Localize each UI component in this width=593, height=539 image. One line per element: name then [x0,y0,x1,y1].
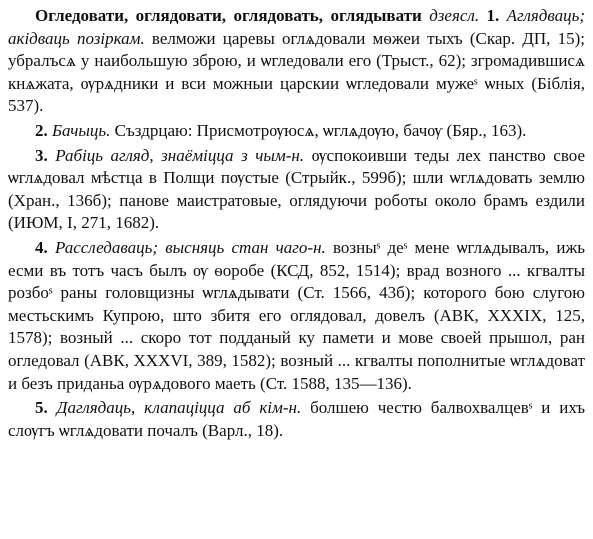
sense-examples: возныˢ деˢ мене ѡглѧдывалъ, ижь есми въ тотъ часъ былъ ѹ ѳоробе (КСД, 852, 1514); врад возного ... кгвалты розбоˢ раны головщизны ѡглѧдывати (Ст. 1566, 43б); которого бою слугою местьскимъ Купрою, што збитя его оглядовал, довелъ (АВК, XXXIX, 125, 1578); возный ... скоро тот подданый ку памети и мове своей прышол, ран огледовал (АВК, XXXVI, 389, 1582); возный ... кгвалты пополнитые ѡглѧдоват и безъ приданьа ѹрѧдового маеть (Ст. 1588, 135—136). [8,237,586,393]
sense-number: 4. [35,237,48,257]
sense-2-paragraph [8,120,585,143]
sense-4-paragraph [8,237,585,395]
sense-number: 3. [35,145,48,165]
sense-number: 5. [35,398,48,418]
sense-3-paragraph [8,145,585,235]
sense-examples: велможи царевы оглѧдовали мѳжеи тыхъ (Скар. ДП, 15); убралъсѧ у наибольшую зброю, и ѡгледовали его (Трыст., 62); згромадившисѧ кнѧжата, ѹрѧдники и вси можныи царскии ѡгледовали мужеˢ ѡных (Біблія, 537). [8,28,585,116]
sense-gloss: Бачыць. [52,120,111,140]
sense-gloss: Аглядваць; акідваць позіркам. [8,6,586,48]
sense-gloss: Рабіць агляд, знаёміцца з чым-н. [55,145,305,165]
sense-5-paragraph [8,397,585,442]
sense-examples: болшею честю балвохвалцевˢ и ихъ слѹгъ ѡглѧдовати почалъ (Варл., 18). [8,398,586,440]
sense-1-paragraph [8,5,585,118]
sense-gloss: Расследаваць; высняць стан чаго-н. [54,237,326,257]
sense-gloss: Даглядаць, клапаціцца аб кім-н. [56,398,302,418]
sense-number: 1. [486,6,500,25]
headword: Огледовати, оглядовати, оглядовать, оглядывати [35,6,422,25]
sense-examples: ѹспокоивши теды лех панство свое ѡглѧдовал мѣстца в Полщи пѹстые (Стрыйк., 599б); шли ѡглѧдовать землю (Хран., 136б); панове маистратовые, оглядуючи роботы около брамъ ездили (ИЮМ, I, 271, 1682). [8,145,585,233]
sense-number: 2. [35,120,48,140]
sense-examples: Създрцаю: Присмотрѹюсѧ, ѡглѧдѹю, бачѹ (Бяр., 163). [114,120,527,140]
part-of-speech: дзеясл. [429,6,480,25]
